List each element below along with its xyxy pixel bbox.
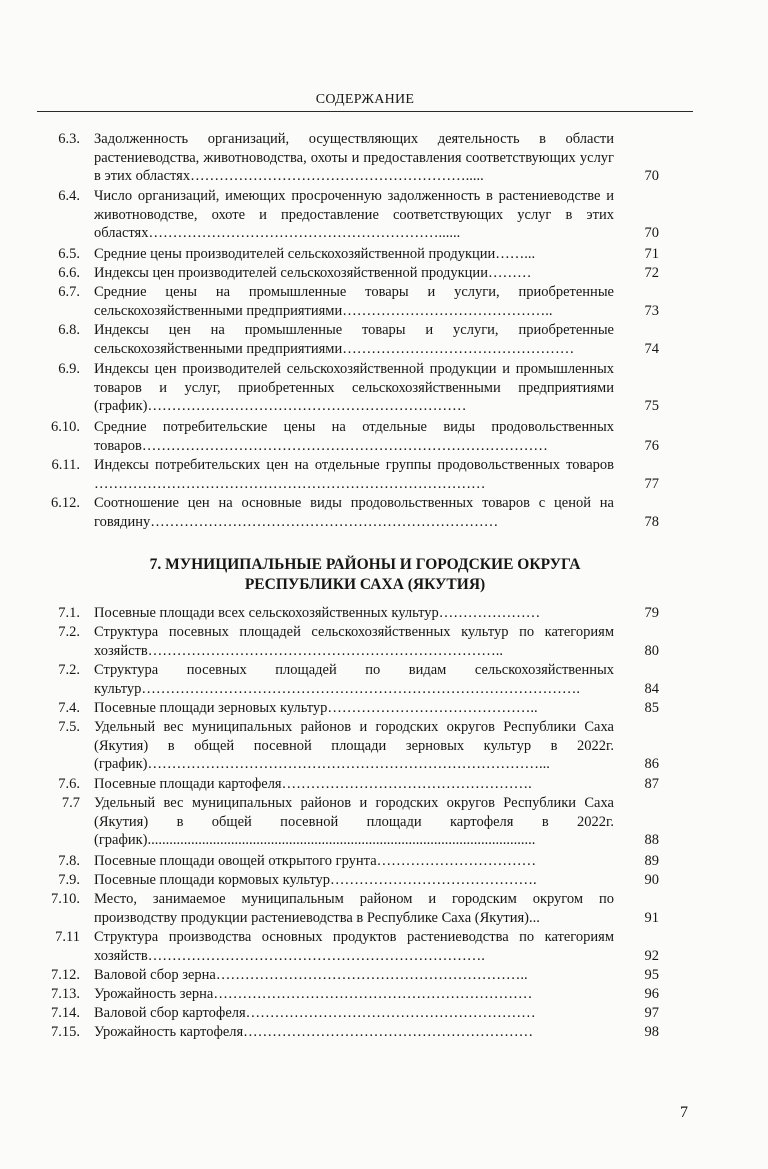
toc-entry-number: 7.7 [61,795,80,811]
toc-entry-page: 79 [644,605,659,621]
toc-entry-number: 7.8. [58,853,80,869]
toc-entry-title: Число организаций, имеющих просроченную задолженность в растениеводстве и животноводстве, охоте и предоставление соответствующих услуг в этих областях……………………………………………………...... [94,188,614,242]
toc-entry-number: 6.9. [58,361,80,377]
toc-entry [28,264,659,283]
toc-entry-title: Удельный вес муниципальных районов и городских округов Республики Саха (Якутия) в общей посевной площади зерновых культур в 2022г. (график)………………………………………………………………………... [94,719,614,773]
toc-entry-title: Индексы цен производителей сельскохозяйственной продукции и промышленных товаров и услуг, приобретенных сельскохозяйственными предприятиями (график)………………………………………………………… [94,361,614,415]
toc-entry-number: 7.11 [55,929,80,945]
toc-entry-page: 74 [644,340,659,357]
toc-entry [28,418,659,455]
toc-entry [28,699,659,718]
toc-entry-page: 70 [644,225,659,242]
toc-entry-number: 6.12. [51,495,80,511]
toc-entry-number: 7.9. [58,872,80,888]
toc-entry-page: 91 [644,909,659,926]
toc-entry-number: 6.10. [51,419,80,435]
toc-entry-page: 96 [644,986,659,1002]
toc-entry-page: 73 [644,302,659,319]
toc-entry-number: 7.4. [58,700,80,716]
toc-entry [28,623,659,660]
header-divider [37,111,693,112]
toc-entry-title: Структура посевных площадей сельскохозяйственных культур по категориям хозяйств……………………………………………………………….. [94,624,614,659]
toc-entry-title: Посевные площади зерновых культур…………………………………….. [94,700,538,716]
toc-entry-page: 71 [644,246,659,262]
toc-entry-page: 97 [644,1005,659,1021]
toc-entry [28,456,659,493]
toc-entry-title: Удельный вес муниципальных районов и городских округов Республики Саха (Якутия) в общей посевной площади картофеля в 2022г. (график)........................................................................................................... [94,795,614,849]
toc-entry-page: 72 [644,265,659,281]
toc-entry-title: Индексы цен производителей сельскохозяйственной продукции……… [94,265,532,281]
toc-entry-page: 77 [644,475,659,492]
toc-entry-title: Посевные площади кормовых культур……………………………………. [94,872,537,888]
toc-entry-number: 6.4. [58,188,80,204]
toc-entry-title: Посевные площади всех сельскохозяйственных культур………………… [94,605,541,621]
toc-entry-title: Соотношение цен на основные виды продовольственных товаров с ценой на говядину……………………………………………………………… [94,495,614,530]
toc-entry-title: Урожайность картофеля…………………………………………………… [94,1024,534,1040]
toc-entry-page: 75 [644,398,659,415]
toc-entry-number: 7.15. [51,1024,80,1040]
toc-entry-number: 7.10. [51,891,80,907]
toc-entry-number: 7.12. [51,967,80,983]
toc-entry [28,321,659,358]
toc-entry-number: 6.6. [58,265,80,281]
toc-entry [28,494,659,531]
toc-entry-number: 7.2. [58,662,80,678]
toc-entry-title: Индексы потребительских цен на отдельные группы продовольственных товаров ……………………………………………………………………… [94,457,614,492]
toc-entry-number: 6.11. [51,457,80,473]
toc-entry-page: 92 [644,947,659,964]
toc-entry-title: Структура производства основных продуктов растениеводства по категориям хозяйств……………………………………………………………. [94,929,614,964]
toc-entry-number: 6.7. [58,284,80,300]
toc-entry [28,245,659,264]
toc-entry-title: Средние цены на промышленные товары и услуги, приобретенные сельскохозяйственными предприятиями…………………………………….. [94,284,614,319]
toc-entry-number: 6.8. [58,322,80,338]
toc-entry-title: Урожайность зерна………………………………………………………… [94,986,533,1002]
toc-entry-page: 98 [644,1024,659,1040]
toc-entry-page: 87 [644,776,659,792]
toc-entry-page: 78 [644,513,659,530]
toc-entry [28,1023,659,1042]
toc-entry-page: 89 [644,853,659,869]
toc-entry [28,360,659,416]
toc-entry [28,871,659,890]
toc-entry-number: 7.1. [58,605,80,621]
toc-entry-page: 95 [644,967,659,983]
toc-entry-page: 70 [644,168,659,185]
toc-entry [28,187,659,243]
toc-entry [28,775,659,794]
toc-entry-title: Задолженность организаций, осуществляющих деятельность в области растениеводства, животноводства, охоты и предоставления соответствующих услуг в этих областях…………………………………………………..... [94,131,614,185]
page-number: 7 [680,1104,688,1121]
toc-entry-page: 88 [644,832,659,849]
toc-entry [28,1004,659,1023]
toc-entry-number: 7.5. [58,719,80,735]
toc-entry-title: Индексы цен на промышленные товары и услуги, приобретенные сельскохозяйственными предприятиями………………………………………… [94,322,614,357]
toc-entry-page: 85 [644,700,659,716]
toc-entry [28,130,659,186]
toc-entry-page: 80 [644,642,659,659]
page-header-title: СОДЕРЖАНИЕ [315,92,415,107]
toc-entry-page: 86 [644,756,659,773]
toc-entry [28,794,659,850]
toc-entry-title: Валовой сбор картофеля…………………………………………………… [94,1005,536,1021]
toc-entry-title: Средние цены производителей сельскохозяйственной продукции……... [94,246,536,262]
section-heading [95,555,635,595]
toc-entry-title: Валовой сбор зерна……………………………………………………….. [94,967,528,983]
toc-entry [28,604,659,623]
toc-entry [28,661,659,698]
toc-entry-number: 6.5. [58,246,80,262]
toc-entry-title: Посевные площади овощей открытого грунта…………………………… [94,853,537,869]
toc-entry-title: Место, занимаемое муниципальным районом и городским округом по производству продукции растениеводства в Республике Саха (Якутия)... [94,891,614,926]
toc-entry [28,985,659,1004]
toc-entry-page: 84 [644,680,659,697]
toc-entry-title: Структура посевных площадей по видам сельскохозяйственных культур………………………………………………………………………………. [94,662,614,697]
toc-entry [28,966,659,985]
toc-entry-page: 76 [644,437,659,454]
toc-entry [28,928,659,965]
toc-entry-number: 7.13. [51,986,80,1002]
toc-entry-number: 7.14. [51,1005,80,1021]
toc-entry-number: 7.6. [58,776,80,792]
section-heading-line1: 7. МУНИЦИПАЛЬНЫЕ РАЙОНЫ И ГОРОДСКИЕ ОКРУГА [149,556,581,573]
toc-entry-title: Средние потребительские цены на отдельные виды продовольственных товаров………………………………………………………………………… [94,419,614,454]
toc-entry [28,890,659,927]
toc-entry-title: Посевные площади картофеля……………………………………………. [94,776,532,792]
toc-entry-number: 6.3. [58,131,80,147]
toc-entry [28,718,659,774]
toc-entry [28,283,659,320]
toc-entry-number: 7.2. [58,624,80,640]
section-heading-line2: РЕСПУБЛИКИ САХА (ЯКУТИЯ) [244,576,486,593]
toc-entry-page: 90 [644,872,659,888]
toc-entry [28,852,659,871]
